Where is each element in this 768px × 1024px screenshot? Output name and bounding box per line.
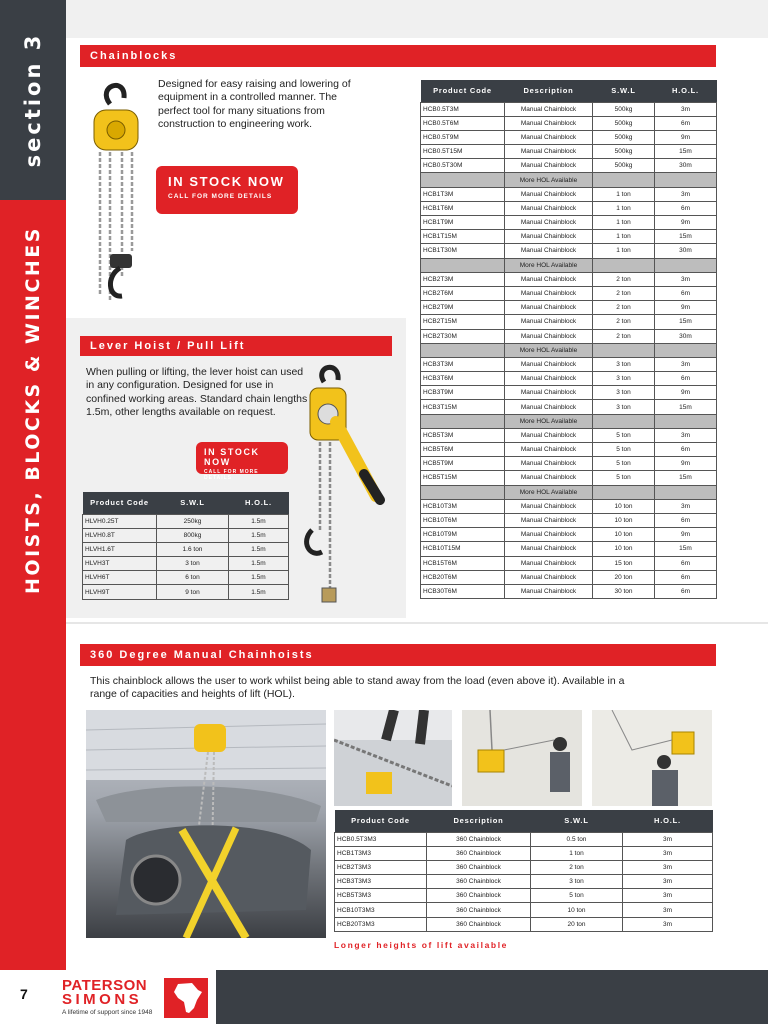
table-cell: HCB2T30M bbox=[421, 329, 505, 343]
table-cell: Manual Chainblock bbox=[505, 315, 593, 329]
table-cell: Manual Chainblock bbox=[505, 400, 593, 414]
table-cell: HCB3T3M bbox=[421, 357, 505, 371]
table-cell: 2 ton bbox=[593, 315, 655, 329]
lever-hoist-heading bbox=[80, 336, 392, 356]
table-cell: HCB5T3M bbox=[421, 428, 505, 442]
table-cell: 3 ton bbox=[593, 357, 655, 371]
header-product-code: Product Code bbox=[335, 810, 427, 832]
table-cell: HCB0.5T15M bbox=[421, 145, 505, 159]
table-cell bbox=[655, 343, 717, 357]
table-cell: More HOL Available bbox=[505, 258, 593, 272]
table-cell: 6m bbox=[655, 443, 717, 457]
table-cell: 9m bbox=[655, 528, 717, 542]
table-cell: 3 ton bbox=[593, 400, 655, 414]
table-cell: HCB1T3M bbox=[421, 187, 505, 201]
table-cell bbox=[655, 414, 717, 428]
table-row bbox=[421, 556, 717, 570]
table-cell: 10 ton bbox=[593, 528, 655, 542]
table-cell: 30m bbox=[655, 244, 717, 258]
table-cell: Manual Chainblock bbox=[505, 528, 593, 542]
table-row bbox=[421, 130, 717, 144]
chainblocks-heading bbox=[80, 45, 716, 67]
table-cell: 360 Chainblock bbox=[427, 860, 531, 874]
table-cell: 9 ton bbox=[157, 585, 229, 599]
table-cell bbox=[421, 173, 505, 187]
table-row bbox=[421, 201, 717, 215]
table-cell: HCB0.5T3M bbox=[421, 102, 505, 116]
table-cell: 250kg bbox=[157, 514, 229, 528]
chainhoist-360-heading bbox=[80, 644, 716, 666]
stock-badge-title: IN STOCK NOW bbox=[204, 447, 260, 467]
table-cell: 6 ton bbox=[157, 571, 229, 585]
footer-band bbox=[216, 970, 768, 1024]
lever-hoist-image bbox=[296, 362, 388, 610]
table-cell: 1.6 ton bbox=[157, 542, 229, 556]
chainblocks-table bbox=[420, 80, 717, 599]
table-cell: 2 ton bbox=[593, 272, 655, 286]
table-cell: Manual Chainblock bbox=[505, 329, 593, 343]
table-cell: 15 ton bbox=[593, 556, 655, 570]
table-cell: Manual Chainblock bbox=[505, 513, 593, 527]
table-cell: 3m bbox=[623, 846, 713, 860]
table-cell: 30m bbox=[655, 329, 717, 343]
header-swl: S.W.L bbox=[531, 810, 623, 832]
page-number: 7 bbox=[20, 986, 28, 1002]
table-cell: HCB20T6M bbox=[421, 570, 505, 584]
table-row bbox=[335, 832, 713, 846]
lever-hoist-table-body bbox=[83, 514, 289, 599]
table-cell bbox=[655, 173, 717, 187]
table-cell: HCB0.5T30M bbox=[421, 159, 505, 173]
table-cell: 5 ton bbox=[593, 471, 655, 485]
table-cell: 1.5m bbox=[229, 571, 289, 585]
table-cell: More HOL Available bbox=[505, 485, 593, 499]
table-row bbox=[421, 372, 717, 386]
table-row bbox=[421, 272, 717, 286]
table-cell: 3m bbox=[655, 428, 717, 442]
table-cell: HCB1T15M bbox=[421, 230, 505, 244]
table-cell: 0.5 ton bbox=[531, 832, 623, 846]
table-cell: 3 ton bbox=[593, 386, 655, 400]
table-cell bbox=[655, 258, 717, 272]
table-cell: 9m bbox=[655, 216, 717, 230]
table-row bbox=[421, 230, 717, 244]
table-row bbox=[421, 116, 717, 130]
table-cell: HCB10T3M bbox=[421, 499, 505, 513]
table-cell: 6m bbox=[655, 201, 717, 215]
table-row bbox=[335, 903, 713, 917]
table-cell: HCB5T6M bbox=[421, 443, 505, 457]
table-cell: HCB1T9M bbox=[421, 216, 505, 230]
table-cell: Manual Chainblock bbox=[505, 428, 593, 442]
table-cell: HCB2T6M bbox=[421, 286, 505, 300]
table-cell: Manual Chainblock bbox=[505, 457, 593, 471]
table-cell: 2 ton bbox=[593, 329, 655, 343]
table-cell: HCB2T3M bbox=[421, 272, 505, 286]
table-cell: 20 ton bbox=[593, 570, 655, 584]
table-cell: HCB3T6M bbox=[421, 372, 505, 386]
chainblock-image bbox=[86, 76, 146, 316]
table-cell: Manual Chainblock bbox=[505, 272, 593, 286]
table-cell: 360 Chainblock bbox=[427, 832, 531, 846]
table-cell: Manual Chainblock bbox=[505, 386, 593, 400]
table-row bbox=[421, 499, 717, 513]
table-cell: 360 Chainblock bbox=[427, 903, 531, 917]
table-cell: 20 ton bbox=[531, 917, 623, 931]
table-cell: 9m bbox=[655, 301, 717, 315]
table-cell: 500kg bbox=[593, 159, 655, 173]
table-cell: 3m bbox=[623, 832, 713, 846]
table-cell: 1 ton bbox=[593, 187, 655, 201]
table-row bbox=[421, 457, 717, 471]
table-cell: 1.5m bbox=[229, 514, 289, 528]
brand-name-line1: PATERSON bbox=[62, 977, 148, 994]
table-cell: 3m bbox=[623, 875, 713, 889]
table-row bbox=[421, 329, 717, 343]
table-cell bbox=[593, 414, 655, 428]
table-row bbox=[421, 343, 717, 357]
table-row bbox=[421, 187, 717, 201]
table-cell: 6m bbox=[655, 116, 717, 130]
table-cell: More HOL Available bbox=[505, 173, 593, 187]
lever-hoist-heading-text: Lever Hoist / Pull Lift bbox=[90, 340, 246, 352]
table-cell: 500kg bbox=[593, 130, 655, 144]
brand-tagline: A lifetime of support since 1948 bbox=[62, 1009, 153, 1016]
table-row bbox=[421, 528, 717, 542]
header-hol: H.O.L. bbox=[623, 810, 713, 832]
table-cell: HLVH0.25T bbox=[83, 514, 157, 528]
table-cell: 360 Chainblock bbox=[427, 889, 531, 903]
table-cell: 15m bbox=[655, 471, 717, 485]
divider bbox=[66, 622, 768, 624]
table-cell bbox=[421, 414, 505, 428]
table-cell: Manual Chainblock bbox=[505, 187, 593, 201]
table-row bbox=[421, 301, 717, 315]
table-cell bbox=[593, 173, 655, 187]
table-cell: 3 ton bbox=[531, 875, 623, 889]
table-cell: HCB0.5T3M3 bbox=[335, 832, 427, 846]
table-cell bbox=[593, 343, 655, 357]
chainhoist-360-description: This chainblock allows the user to work whilst being able to stand away from the load (even above it). Available in a range of capacities and heights of lift (HOL). bbox=[90, 675, 625, 701]
table-cell: Manual Chainblock bbox=[505, 357, 593, 371]
table-cell: 1.5m bbox=[229, 557, 289, 571]
table-cell: 9m bbox=[655, 386, 717, 400]
table-cell: HCB1T3M3 bbox=[335, 846, 427, 860]
table-cell: 15m bbox=[655, 400, 717, 414]
table-cell: 5 ton bbox=[593, 428, 655, 442]
table-cell: 6m bbox=[655, 513, 717, 527]
table-row bbox=[421, 414, 717, 428]
table-cell: 1.5m bbox=[229, 585, 289, 599]
table-cell: 6m bbox=[655, 556, 717, 570]
table-cell: HCB10T3M3 bbox=[335, 903, 427, 917]
table-cell: HCB10T6M bbox=[421, 513, 505, 527]
table-row bbox=[421, 386, 717, 400]
table-row bbox=[335, 846, 713, 860]
table-cell bbox=[421, 485, 505, 499]
table-cell: 9m bbox=[655, 130, 717, 144]
table-header-row bbox=[83, 492, 289, 514]
table-row bbox=[421, 357, 717, 371]
africa-map-icon bbox=[164, 978, 208, 1018]
table-cell: HCB10T9M bbox=[421, 528, 505, 542]
table-row bbox=[83, 542, 289, 556]
table-cell: More HOL Available bbox=[505, 343, 593, 357]
table-row bbox=[421, 428, 717, 442]
lever-stock-badge[interactable] bbox=[196, 442, 288, 481]
table-cell bbox=[655, 485, 717, 499]
table-cell: 1.5m bbox=[229, 528, 289, 542]
table-cell: 6m bbox=[655, 584, 717, 598]
table-cell: More HOL Available bbox=[505, 414, 593, 428]
table-cell: HCB2T9M bbox=[421, 301, 505, 315]
table-cell: HCB1T30M bbox=[421, 244, 505, 258]
table-row bbox=[421, 102, 717, 116]
table-row bbox=[335, 875, 713, 889]
table-cell: Manual Chainblock bbox=[505, 216, 593, 230]
table-cell: 1.5m bbox=[229, 542, 289, 556]
table-row bbox=[421, 542, 717, 556]
table-row bbox=[421, 258, 717, 272]
stock-badge-subtitle: CALL FOR MORE DETAILS bbox=[204, 469, 259, 481]
table-row bbox=[421, 173, 717, 187]
table-cell: 3m bbox=[655, 357, 717, 371]
table-cell: HCB0.5T6M bbox=[421, 116, 505, 130]
table-cell: 2 ton bbox=[593, 301, 655, 315]
table-cell: 6m bbox=[655, 570, 717, 584]
header-product-code: Product Code bbox=[421, 80, 505, 102]
table-cell: HLVH9T bbox=[83, 585, 157, 599]
table-cell: Manual Chainblock bbox=[505, 542, 593, 556]
lever-hoist-table bbox=[82, 492, 289, 600]
table-row bbox=[421, 244, 717, 258]
table-cell: Manual Chainblock bbox=[505, 471, 593, 485]
table-cell: 6m bbox=[655, 286, 717, 300]
table-cell: Manual Chainblock bbox=[505, 556, 593, 570]
chainhoist-photo-3 bbox=[592, 710, 712, 806]
section-label: section 3 bbox=[21, 32, 45, 168]
table-cell: Manual Chainblock bbox=[505, 159, 593, 173]
table-row bbox=[83, 571, 289, 585]
table-row bbox=[421, 286, 717, 300]
table-cell: Manual Chainblock bbox=[505, 584, 593, 598]
table-cell: Manual Chainblock bbox=[505, 301, 593, 315]
table-cell: 360 Chainblock bbox=[427, 875, 531, 889]
table-cell: 500kg bbox=[593, 116, 655, 130]
table-row bbox=[421, 159, 717, 173]
chainhoist-photo-1 bbox=[334, 710, 452, 806]
longer-heights-note: Longer heights of lift available bbox=[334, 940, 508, 950]
table-cell: 800kg bbox=[157, 528, 229, 542]
table-cell: Manual Chainblock bbox=[505, 201, 593, 215]
table-cell: 10 ton bbox=[531, 903, 623, 917]
table-cell: HCB2T3M3 bbox=[335, 860, 427, 874]
table-cell: HCB1T6M bbox=[421, 201, 505, 215]
table-cell: 10 ton bbox=[593, 499, 655, 513]
table-row bbox=[421, 570, 717, 584]
table-cell: Manual Chainblock bbox=[505, 570, 593, 584]
table-row bbox=[83, 514, 289, 528]
table-cell bbox=[421, 258, 505, 272]
table-cell: 3m bbox=[623, 860, 713, 874]
table-cell: 1 ton bbox=[531, 846, 623, 860]
table-cell: HCB10T15M bbox=[421, 542, 505, 556]
table-cell: HCB5T15M bbox=[421, 471, 505, 485]
table-cell: Manual Chainblock bbox=[505, 286, 593, 300]
chainblocks-description: Designed for easy raising and lowering of equipment in a controlled manner. The perfect tool for many situations from construction to engineering work. bbox=[158, 78, 351, 131]
chainblocks-stock-badge[interactable] bbox=[156, 166, 298, 214]
table-header-row bbox=[421, 80, 717, 102]
table-row bbox=[335, 917, 713, 931]
table-cell: 2 ton bbox=[593, 286, 655, 300]
header-description: Description bbox=[427, 810, 531, 832]
table-header-row bbox=[335, 810, 713, 832]
table-cell: 5 ton bbox=[593, 457, 655, 471]
table-row bbox=[421, 216, 717, 230]
table-cell: 15m bbox=[655, 145, 717, 159]
table-cell: 3m bbox=[623, 889, 713, 903]
stock-badge-subtitle: CALL FOR MORE DETAILS bbox=[168, 193, 273, 200]
table-cell: 3m bbox=[623, 903, 713, 917]
chainhoist-360-table-body bbox=[335, 832, 713, 931]
hangar-photo bbox=[86, 710, 326, 938]
table-row bbox=[335, 889, 713, 903]
table-cell: 1 ton bbox=[593, 230, 655, 244]
table-cell bbox=[593, 485, 655, 499]
table-cell: 1 ton bbox=[593, 244, 655, 258]
table-cell: HCB3T9M bbox=[421, 386, 505, 400]
table-row bbox=[421, 513, 717, 527]
table-cell: 15m bbox=[655, 230, 717, 244]
table-cell: Manual Chainblock bbox=[505, 372, 593, 386]
table-cell: 3m bbox=[655, 102, 717, 116]
table-row bbox=[83, 528, 289, 542]
table-row bbox=[421, 145, 717, 159]
table-cell: HLVH3T bbox=[83, 557, 157, 571]
table-row bbox=[83, 585, 289, 599]
table-cell: Manual Chainblock bbox=[505, 230, 593, 244]
table-cell: Manual Chainblock bbox=[505, 499, 593, 513]
table-cell: HLVH1.6T bbox=[83, 542, 157, 556]
table-cell: Manual Chainblock bbox=[505, 244, 593, 258]
table-row bbox=[421, 315, 717, 329]
table-cell: 9m bbox=[655, 457, 717, 471]
header-product-code: Product Code bbox=[83, 492, 157, 514]
table-cell: HLVH0.8T bbox=[83, 528, 157, 542]
table-cell: 2 ton bbox=[531, 860, 623, 874]
table-cell: 3m bbox=[623, 917, 713, 931]
table-cell: HCB0.5T9M bbox=[421, 130, 505, 144]
table-cell: 3m bbox=[655, 272, 717, 286]
table-cell: 3 ton bbox=[157, 557, 229, 571]
table-cell: 360 Chainblock bbox=[427, 846, 531, 860]
brand-name-line2: SIMONS bbox=[62, 991, 143, 1008]
table-row bbox=[83, 557, 289, 571]
chainhoist-360-heading-text: 360 Degree Manual Chainhoists bbox=[90, 649, 314, 661]
table-cell: HCB30T6M bbox=[421, 584, 505, 598]
header-swl: S.W.L bbox=[593, 80, 655, 102]
table-cell: 10 ton bbox=[593, 542, 655, 556]
table-cell: 15m bbox=[655, 315, 717, 329]
chainblocks-heading-text: Chainblocks bbox=[90, 50, 178, 62]
table-cell: Manual Chainblock bbox=[505, 102, 593, 116]
table-cell: 10 ton bbox=[593, 513, 655, 527]
table-cell: 30 ton bbox=[593, 584, 655, 598]
table-cell: 500kg bbox=[593, 102, 655, 116]
table-cell: Manual Chainblock bbox=[505, 116, 593, 130]
table-row bbox=[421, 400, 717, 414]
stock-badge-title: IN STOCK NOW bbox=[168, 174, 285, 189]
table-cell: 6m bbox=[655, 372, 717, 386]
table-cell: Manual Chainblock bbox=[505, 443, 593, 457]
table-row bbox=[335, 860, 713, 874]
table-cell: HCB20T3M3 bbox=[335, 917, 427, 931]
table-cell: HCB3T3M3 bbox=[335, 875, 427, 889]
table-cell: 5 ton bbox=[531, 889, 623, 903]
table-cell: 30m bbox=[655, 159, 717, 173]
table-cell: HLVH6T bbox=[83, 571, 157, 585]
table-cell: 15m bbox=[655, 542, 717, 556]
table-cell: 3 ton bbox=[593, 372, 655, 386]
table-cell: HCB3T15M bbox=[421, 400, 505, 414]
table-row bbox=[421, 443, 717, 457]
table-cell: 1 ton bbox=[593, 216, 655, 230]
top-band bbox=[66, 0, 768, 38]
table-row bbox=[421, 485, 717, 499]
lever-hoist-description: When pulling or lifting, the lever hoist can used in any configuration. Designed for use in confined working areas. Standard chain lengths 1.5m, other lengths available on request. bbox=[86, 366, 308, 419]
header-hol: H.O.L. bbox=[655, 80, 717, 102]
table-cell: 3m bbox=[655, 187, 717, 201]
company-logo bbox=[62, 976, 212, 1022]
chainblocks-table-body bbox=[421, 102, 717, 599]
table-cell: Manual Chainblock bbox=[505, 130, 593, 144]
category-title: HOISTS, BLOCKS & WINCHES bbox=[22, 226, 44, 594]
header-hol: H.O.L. bbox=[229, 492, 289, 514]
table-cell: 1 ton bbox=[593, 201, 655, 215]
table-cell: HCB2T15M bbox=[421, 315, 505, 329]
table-cell: 3m bbox=[655, 499, 717, 513]
table-cell bbox=[593, 258, 655, 272]
table-cell: HCB5T9M bbox=[421, 457, 505, 471]
table-cell: 5 ton bbox=[593, 443, 655, 457]
table-cell: 500kg bbox=[593, 145, 655, 159]
table-row bbox=[421, 471, 717, 485]
table-cell: HCB15T6M bbox=[421, 556, 505, 570]
table-cell: 360 Chainblock bbox=[427, 917, 531, 931]
header-swl: S.W.L bbox=[157, 492, 229, 514]
table-cell: HCB5T3M3 bbox=[335, 889, 427, 903]
chainhoist-photo-2 bbox=[462, 710, 582, 806]
table-cell bbox=[421, 343, 505, 357]
table-cell: Manual Chainblock bbox=[505, 145, 593, 159]
chainhoist-360-table bbox=[334, 810, 713, 932]
table-row bbox=[421, 584, 717, 598]
header-description: Description bbox=[505, 80, 593, 102]
